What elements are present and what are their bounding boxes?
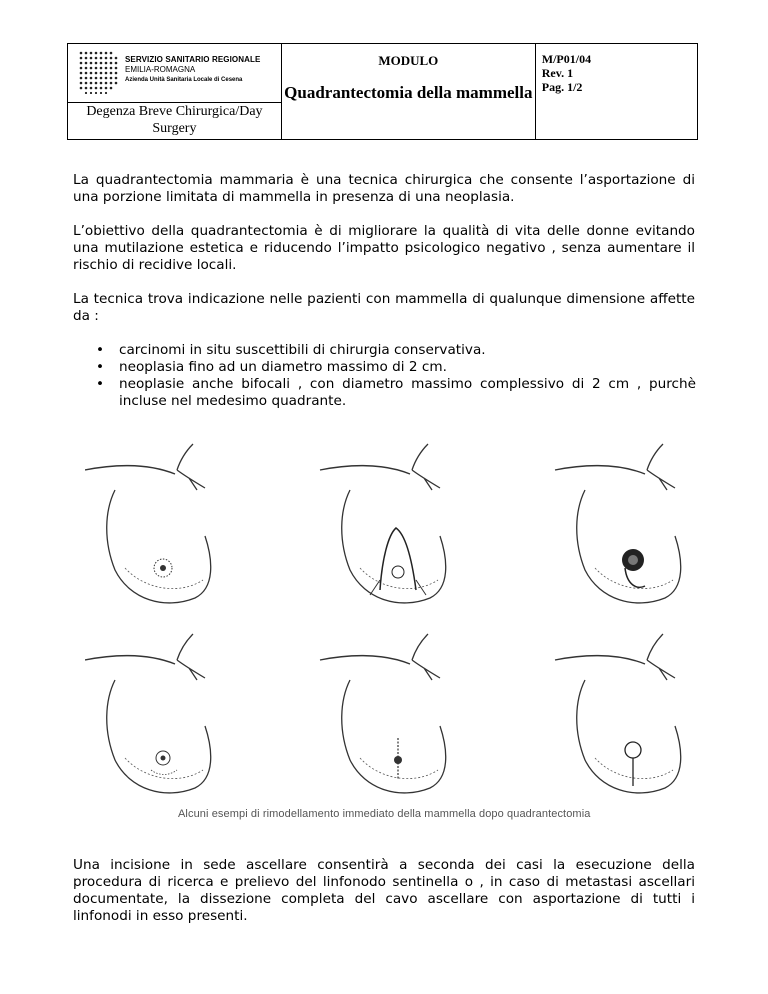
illustration-panel <box>555 444 681 603</box>
illustration-panel <box>555 634 681 793</box>
form-label: MODULO <box>378 53 439 68</box>
breast-remodeling-illustration <box>85 440 705 830</box>
regional-health-logo-icon <box>78 50 118 94</box>
list-item-text: neoplasia fino ad un diametro massimo di 2 cm. <box>119 359 447 375</box>
list-item <box>96 376 696 410</box>
form-title-cell <box>281 44 535 140</box>
paragraph-indication: La tecnica trova indicazione nelle pazienti con mammella di qualunque dimensione affette da : <box>73 291 695 324</box>
logo-line-2: EMILIA-ROMAGNA <box>125 65 196 74</box>
page-number: Pag. 1/2 <box>541 80 583 94</box>
paragraph-intro: La quadrantectomia mammaria è una tecnica chirurgica che consente l’asportazione di una porzione limitata di mammella in presenza di una neoplasia. <box>73 172 695 205</box>
illustration-panel <box>85 444 211 603</box>
list-item-text: neoplasie anche bifocali , con diametro massimo complessivo di 2 cm , purchè incluse nel medesimo quadrante. <box>119 376 696 409</box>
paragraph-incision: Una incisione in sede ascellare consentirà a seconda dei casi la esecuzione della procedura di ricerca e prelievo del linfonodo sentinella o , in caso di metastasi ascellari documentate, la dissezione completa del cavo ascellare con asportazione di tutti i linfonodi in esso presenti. <box>73 857 695 924</box>
illustration-panel <box>320 634 446 793</box>
list-item-text: carcinomi in situ suscettibili di chirurgia conservativa. <box>119 342 486 358</box>
bullet-icon: • <box>96 342 105 358</box>
document-header <box>67 43 698 140</box>
logo-cell <box>68 44 282 103</box>
list-item <box>96 359 696 376</box>
logo-line-3: Azienda Unità Sanitaria Locale di Cesena <box>125 77 243 83</box>
form-title: Quadrantectomia della mammella <box>284 83 533 102</box>
department-name: Degenza Breve Chirurgica/Day Surgery <box>68 103 282 140</box>
figure-caption: Alcuni esempi di rimodellamento immediato della mammella dopo quadrantectomia <box>178 808 591 820</box>
paragraph-objective: L’obiettivo della quadrantectomia è di migliorare la qualità di vita delle donne evitando una mutilazione estetica e riducendo l’impatto psicologico negativo , senza aumentare il rischio di recidive locali. <box>73 223 695 273</box>
illustration-panel <box>85 634 211 793</box>
form-revision: Rev. 1 <box>541 66 574 80</box>
bullet-icon: • <box>96 359 105 375</box>
list-item <box>96 342 696 359</box>
logo-line-1: SERVIZIO SANITARIO REGIONALE <box>125 55 261 64</box>
bullet-icon: • <box>96 376 105 392</box>
illustration-panel <box>320 444 446 603</box>
form-reference-cell <box>535 44 697 140</box>
logo-text <box>125 55 260 85</box>
indications-list <box>96 342 696 410</box>
form-code: M/P01/04 <box>541 52 592 66</box>
